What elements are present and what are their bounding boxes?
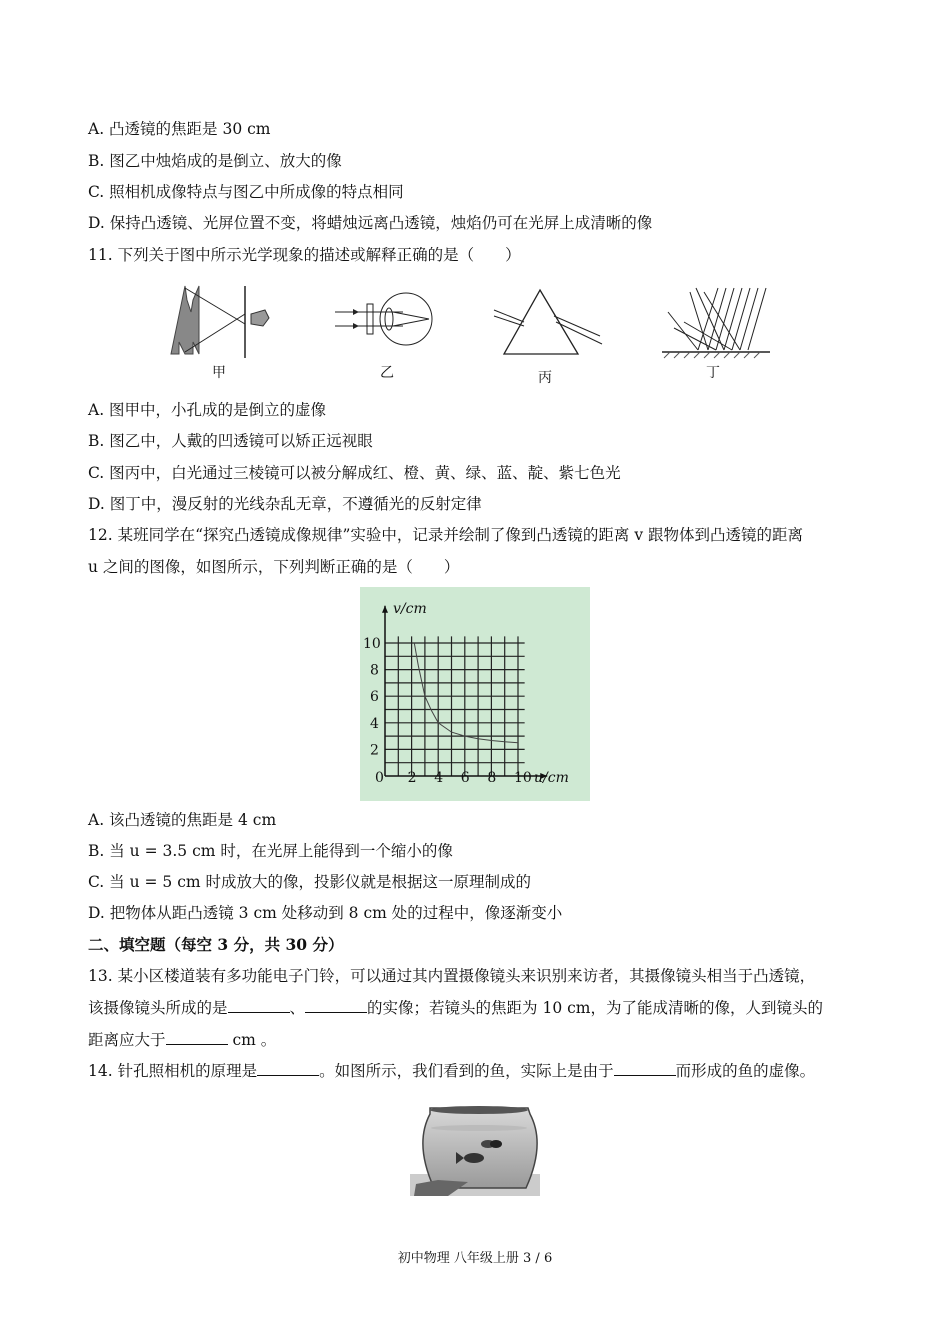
data-curve	[414, 643, 518, 743]
y-tick-label: 6	[370, 689, 379, 706]
x-tick-label: 0	[375, 770, 384, 786]
q11-option-c: C. 图丙中，白光通过三棱镜可以被分解成红、橙、黄、绿、蓝、靛、紫七色光	[88, 464, 621, 482]
caption-jia: 甲	[212, 365, 226, 381]
x-tick-label: 8	[487, 770, 497, 786]
q14-blank-1[interactable]	[257, 1061, 319, 1076]
caption-yi: 乙	[380, 365, 394, 381]
q12-stem-line2: u 之间的图像，如图所示，下列判断正确的是（ ）	[88, 558, 460, 576]
y-tick-label: 10	[363, 636, 381, 652]
q13-text-c: 的实像；若镜头的焦距为 10 cm，为了能成清晰的像，人到镜头的	[367, 999, 823, 1017]
q11-option-a: A. 图甲中，小孔成的是倒立的虚像	[88, 401, 327, 419]
caption-ding: 丁	[706, 365, 720, 381]
v-u-chart	[360, 587, 590, 801]
q10-option-c: C. 照相机成像特点与图乙中所成像的特点相同	[88, 183, 404, 201]
x-tick-label: 4	[434, 770, 444, 786]
fishbowl-image	[408, 1104, 548, 1200]
diffuse-reflection-figure	[660, 282, 775, 360]
q13-line2	[88, 998, 823, 1018]
y-tick-label: 8	[370, 662, 379, 679]
q11-stem: 11. 下列关于图中所示光学现象的描述或解释正确的是（ ）	[88, 246, 521, 264]
pinhole-figure	[165, 282, 275, 362]
eye-lens-figure	[333, 292, 443, 352]
q13-text-d: 距离应大于	[88, 1031, 166, 1049]
q14-line	[88, 1061, 815, 1081]
q12-stem-line1: 12. 某班同学在“探究凸透镜成像规律”实验中，记录并绘制了像到凸透镜的距离 v 跟物体到凸透镜的距离	[88, 526, 804, 544]
q12-option-a: A. 该凸透镜的焦距是 4 cm	[88, 811, 277, 829]
q11-option-d: D. 图丁中，漫反射的光线杂乱无章，不遵循光的反射定律	[88, 495, 482, 513]
q12-option-b: B. 当 u = 3.5 cm 时，在光屏上能得到一个缩小的像	[88, 842, 453, 860]
q14-blank-2[interactable]	[614, 1061, 676, 1076]
q14-text-c: 而形成的鱼的虚像。	[675, 1062, 816, 1080]
caption-bing: 丙	[538, 370, 552, 386]
q13-text-b: 、	[289, 999, 306, 1017]
x-tick-label: 2	[407, 770, 417, 786]
q10-option-a: A. 凸透镜的焦距是 30 cm	[88, 120, 271, 138]
q14-text-a: 14. 针孔照相机的原理是	[88, 1062, 258, 1080]
y-tick-label: 4	[370, 715, 379, 732]
x-tick-label: 6	[460, 770, 470, 786]
q13-line1: 13. 某小区楼道装有多功能电子门铃，可以通过其内置摄像镜头来识别来访者，其摄像镜头相当于凸透镜，	[88, 967, 816, 985]
q13-text-e: cm 。	[227, 1031, 277, 1049]
y-axis-label: v/cm	[393, 601, 427, 617]
page-footer: 初中物理 八年级上册 3 / 6	[397, 1251, 553, 1266]
q12-option-c: C. 当 u = 5 cm 时成放大的像，投影仪就是根据这一原理制成的	[88, 873, 532, 891]
q14-text-b: 。如图所示，我们看到的鱼，实际上是由于	[319, 1062, 614, 1080]
q10-option-b: B. 图乙中烛焰成的是倒立、放大的像	[88, 152, 342, 170]
y-axis-arrow	[382, 606, 388, 613]
q13-text-a: 该摄像镜头所成的是	[88, 999, 228, 1017]
v-u-graph	[360, 587, 590, 801]
x-axis-label: u/cm	[534, 770, 569, 786]
q10-option-d: D. 保持凸透镜、光屏位置不变，将蜡烛远离凸透镜，烛焰仍可在光屏上成清晰的像	[88, 214, 653, 232]
q13-blank-2[interactable]	[305, 998, 367, 1013]
prism-figure	[490, 286, 610, 362]
y-tick-label: 2	[370, 742, 379, 759]
q11-option-b: B. 图乙中，人戴的凹透镜可以矫正远视眼	[88, 432, 373, 450]
q13-blank-3[interactable]	[166, 1030, 228, 1045]
x-tick-label: 10	[514, 770, 532, 786]
section-title: 二、填空题（每空 3 分，共 30 分）	[88, 935, 344, 954]
q13-line3	[88, 1030, 276, 1050]
q12-option-d: D. 把物体从距凸透镜 3 cm 处移动到 8 cm 处的过程中，像逐渐变小	[88, 904, 563, 922]
q13-blank-1[interactable]	[228, 998, 290, 1013]
